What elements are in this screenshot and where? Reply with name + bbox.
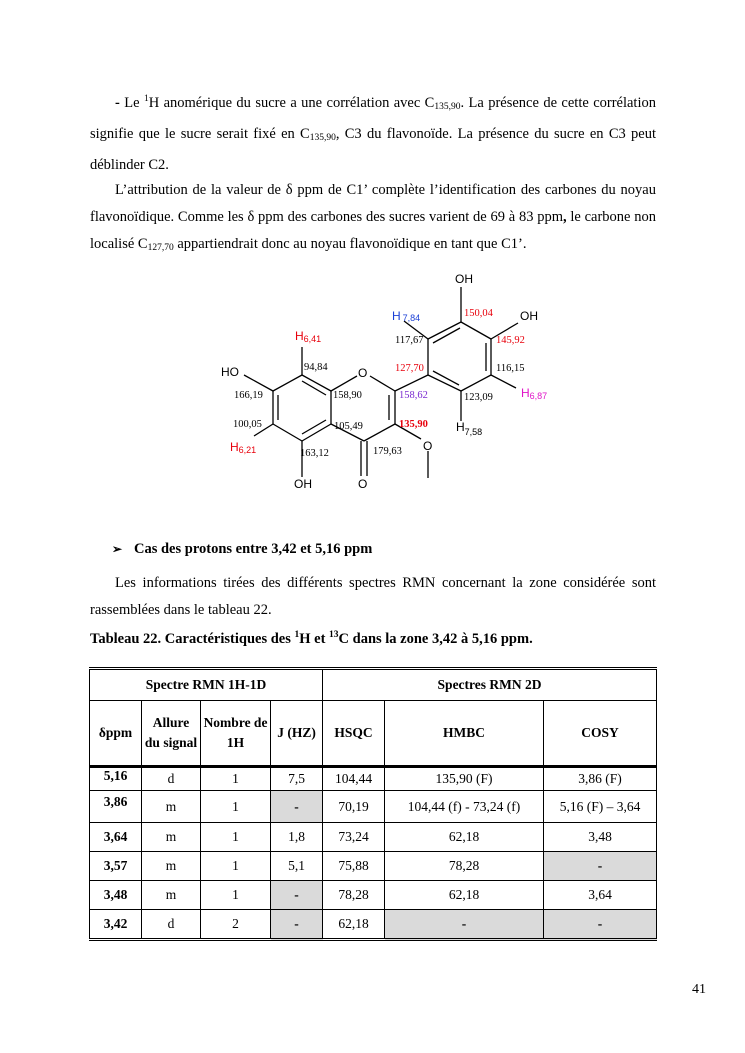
table-row: 5,16 d 1 7,5 104,44 135,90 (F) 3,86 (F) — [90, 767, 657, 791]
paragraph-c1-attribution: L’attribution de la valeur de δ ppm de C1’ complète l’identification des carbones du noyau flavonoïdique. Comme les δ ppm des carbones des sucres varient de 69 à 83 ppm, le carbone non localisé $C_{127,70}$ appartiendrait donc au noyau flavonoïdique en tant que C1’. — [90, 182, 657, 253]
group-header-2d: Spectres RMN 2D — [323, 669, 657, 701]
atom-o-methoxy: O — [423, 439, 433, 453]
table-header-row — [90, 701, 657, 767]
page-number: 41 — [692, 982, 706, 997]
col-header: δppm — [90, 701, 142, 767]
bullet-dash: - — [115, 95, 120, 111]
shift-100-05: 100,05 — [233, 419, 262, 430]
atom-labels — [221, 272, 547, 491]
flavonoid-structure-diagram — [0, 262, 745, 502]
shift-166-19: 166,19 — [234, 390, 263, 401]
proton-h6-87: H6,87 — [521, 386, 548, 401]
shift-150-04: 150,04 — [464, 308, 493, 319]
table-caption: Tableau 22. Caractéristiques des $^1$H et $^{13}$C dans la zone 3,42 à 5,16 ppm. — [90, 630, 533, 647]
proton-h7-58: $H_{7,58}$ — [456, 420, 483, 437]
paragraph-anomeric-proton: - Le $^1$H anomérique du sucre a une corrélation avec $C_{135,90}$. La présence de cette corrélation signifie que le sucre serait fixé en $C_{135,90}$, C3 du flavonoïde. La présence du sucre en C3 peut déblinder C2. — [90, 94, 656, 173]
nmr-data-table — [89, 667, 657, 941]
atom-ho-left: HO — [221, 365, 239, 379]
shift-123-09: 123,09 — [464, 392, 493, 403]
table-row: 3,86 m 1 - 70,19 104,44 (f) - 73,24 (f) 5,16 (F) – 3,64 — [90, 791, 657, 823]
atom-o-carbonyl: O — [358, 477, 368, 491]
col-header: HMBC — [385, 701, 544, 767]
shift-135-90: 135,90 — [399, 419, 428, 430]
proton-h6-41: H6,41 — [295, 329, 322, 344]
atom-oh-bottom: OH — [294, 477, 312, 491]
shift-179-63: 179,63 — [373, 446, 402, 457]
atom-oh-right: OH — [520, 309, 538, 323]
table-row: 3,48 m 1 - 78,28 62,18 3,64 — [90, 881, 657, 910]
shift-145-92: 145,92 — [496, 335, 525, 346]
col-header: HSQC — [323, 701, 385, 767]
shift-94-84: 94,84 — [304, 362, 328, 373]
shift-158-90: 158,90 — [333, 390, 362, 401]
col-header: Nombre de 1H — [201, 701, 271, 767]
shift-117-67: 117,67 — [395, 335, 424, 346]
arrow-bullet-icon: ➢ — [112, 542, 123, 556]
shift-127-70: 127,70 — [395, 363, 424, 374]
table-row: 3,64 m 1 1,8 73,24 62,18 3,48 — [90, 823, 657, 852]
atom-o-ring: O — [358, 366, 368, 380]
paragraph-table-intro: Les informations tirées des différents spectres RMN concernant la zone considérée sont rassemblées dans le tableau 22. — [90, 575, 656, 618]
table-row: 3,42 d 2 - 62,18 - - — [90, 910, 657, 940]
col-header: J (HZ) — [271, 701, 323, 767]
shift-105-49: 105,49 — [334, 421, 363, 432]
proton-h7-84: H 7,84 — [392, 309, 421, 323]
table-group-header-row — [90, 669, 657, 701]
col-header: Allure du signal — [142, 701, 201, 767]
shift-163-12: 163,12 — [300, 448, 329, 459]
atom-oh-top: OH — [455, 272, 473, 286]
col-header: COSY — [544, 701, 657, 767]
shift-116-15: 116,15 — [496, 363, 525, 374]
table-row: 3,57 m 1 5,1 75,88 78,28 - — [90, 852, 657, 881]
shift-158-62: 158,62 — [399, 390, 428, 401]
section-heading-protons: ➢ Cas des protons entre 3,42 et 5,16 ppm — [112, 541, 373, 557]
group-header-1d: Spectre RMN 1H-1D — [90, 669, 323, 701]
proton-h6-21: H6,21 — [230, 440, 257, 455]
